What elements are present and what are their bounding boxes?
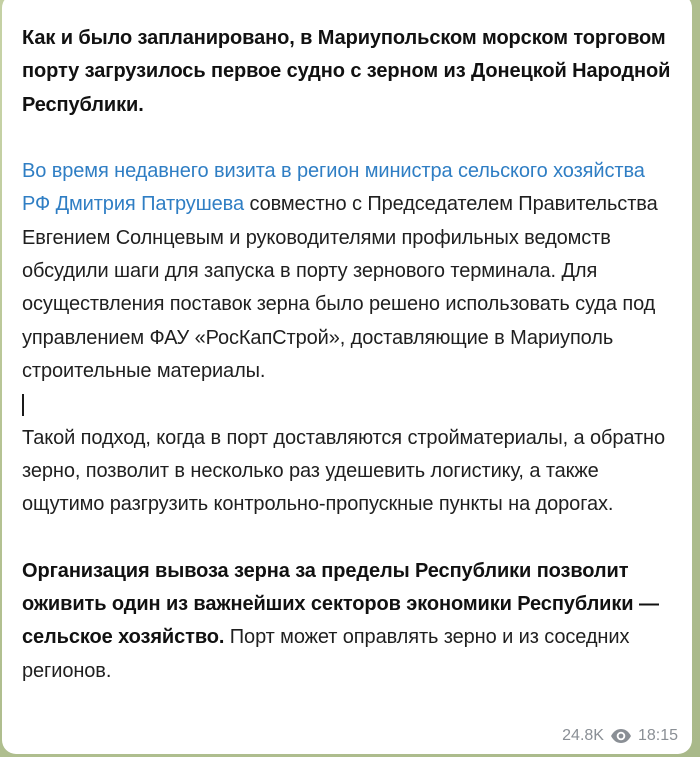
paragraph-spacer xyxy=(22,388,672,421)
message-meta xyxy=(562,727,678,745)
eye-icon xyxy=(610,728,632,744)
message-paragraph-headline: Как и было запланировано, в Мариупольском морском торговом порту загрузилось первое судно с зерном из Донецкой Народной Республики. xyxy=(22,27,671,116)
message-bubble xyxy=(2,0,692,754)
message-time: 18:15 xyxy=(637,727,678,744)
message-paragraph-logistics: Такой подход, когда в порт доставляются стройматериалы, а обратно зерно, позволит в несколько раз удешевить логистику, а также ощутимо разгрузить контрольно-пропускные пункты на дорогах. xyxy=(22,426,666,516)
paragraph-spacer xyxy=(22,122,672,155)
message-paragraph-export xyxy=(22,555,672,688)
export-text: Порт может оправлять зерно и из соседних регионов. xyxy=(22,626,630,682)
export-bold-text: Организация вывоза зерна за пределы Республики позволит оживить один из важнейших секторов экономики Республики — сельское хозяйство. xyxy=(22,559,659,649)
visit-text: совместно с Председателем Правительства Евгением Солнцевым и руководителями профильных ведомств обсудили шаги для запуска в порту зернового терминала. Для осуществления поставок зерна было решено использовать суда под управлением ФАУ «РосКапСтрой», доставляющие в Мариуполь строительные материалы. xyxy=(22,193,658,382)
message-paragraph-visit xyxy=(22,155,672,388)
view-count: 24.8K xyxy=(562,727,604,744)
minister-visit-link[interactable]: Во время недавнего визита в регион министра сельского хозяйства РФ Дмитрия Патрушева xyxy=(22,160,645,216)
text-caret xyxy=(22,394,24,416)
paragraph-spacer xyxy=(22,521,672,554)
